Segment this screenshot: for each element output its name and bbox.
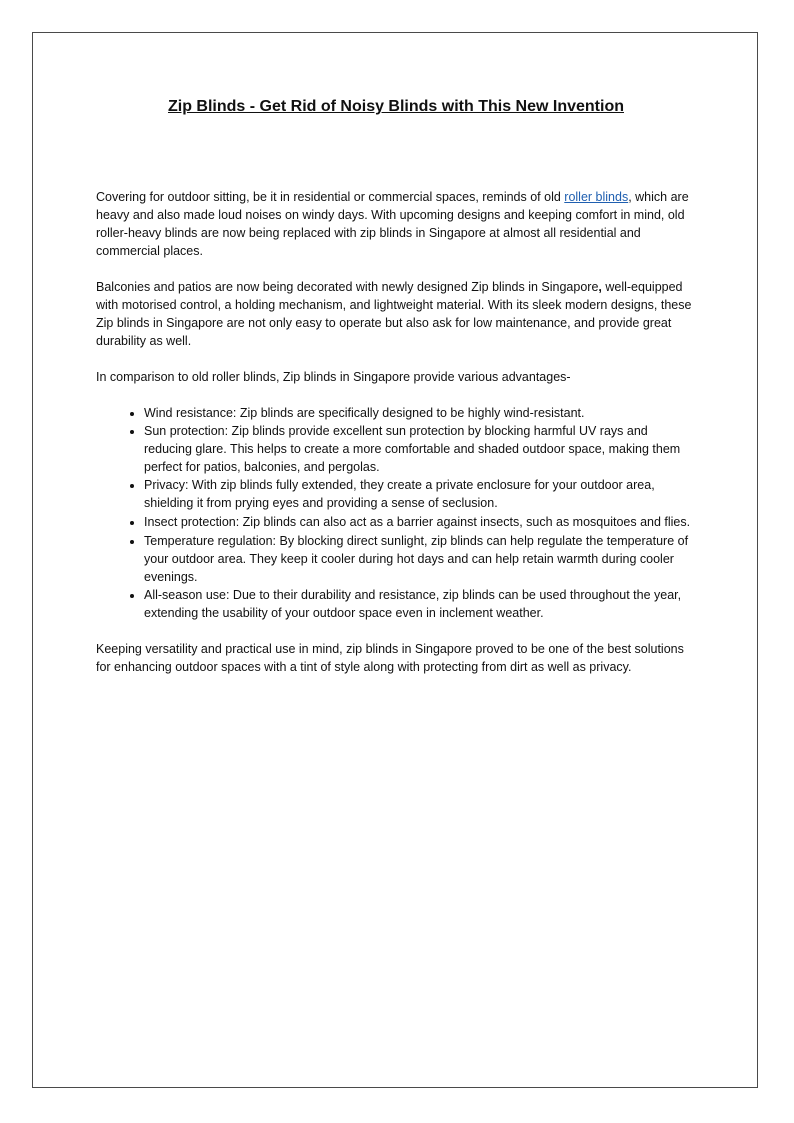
page-title: Zip Blinds - Get Rid of Noisy Blinds with This New Invention (167, 98, 624, 115)
list-item-privacy: • Privacy: With zip blinds fully extended, they create a private enclosure for your outdoor area, shielding it from prying eyes and providing a sense of seclusion. (144, 476, 696, 512)
list-item-wind-resistance: • Wind resistance: Zip blinds are specifically designed to be highly wind-resistant. (144, 404, 696, 422)
intro-paragraph (96, 188, 696, 260)
balconies-paragraph (96, 278, 696, 350)
advantages-list (96, 404, 696, 622)
list-item-sun-protection: • Sun protection: Zip blinds provide excellent sun protection by blocking harmful UV rays and reducing glare. This helps to create a more comfortable and shaded outdoor space, making them perfect for patios, balconies, and pergolas. (144, 422, 696, 476)
intro-text-after-link: , which are heavy and also made loud noises on windy days. With upcoming designs and keeping comfort in mind, old roller-heavy blinds are now being replaced with zip blinds in Singapore at almost all residential and commercial places. (96, 190, 689, 258)
list-item-temperature-regulation: • Temperature regulation: By blocking direct sunlight, zip blinds can help regulate the temperature of your outdoor area. They keep it cooler during hot days and can help retain warmth during cooler evenings. (144, 532, 696, 586)
bold-comma: , (598, 280, 602, 294)
document-body (96, 96, 696, 694)
closing-paragraph: Keeping versatility and practical use in mind, zip blinds in Singapore proved to be one of the best solutions for enhancing outdoor spaces with a tint of style along with protecting from dirt as well as privacy. (96, 642, 684, 674)
comparison-paragraph: In comparison to old roller blinds, Zip blinds in Singapore provide various advantages- (96, 370, 571, 384)
balconies-text-end: well-equipped with motorised control, a holding mechanism, and lightweight material. With its sleek modern designs, these Zip blinds in Singapore are not only easy to operate but also ask for low maintenance, and provide great durability as well. (96, 280, 692, 348)
list-item-insect-protection: • Insect protection: Zip blinds can also act as a barrier against insects, such as mosquitoes and flies. (144, 512, 696, 532)
list-item-all-season-use: • All-season use: Due to their durability and resistance, zip blinds can be used throughout the year, extending the usability of your outdoor space even in inclement weather. (144, 586, 696, 622)
intro-text-before-link: Covering for outdoor sitting, be it in residential or commercial spaces, reminds of old (96, 190, 565, 204)
balconies-text-start: Balconies and patios are now being decorated with newly designed Zip blinds in Singapore (96, 280, 599, 294)
roller-blinds-link[interactable]: roller blinds (564, 190, 629, 204)
